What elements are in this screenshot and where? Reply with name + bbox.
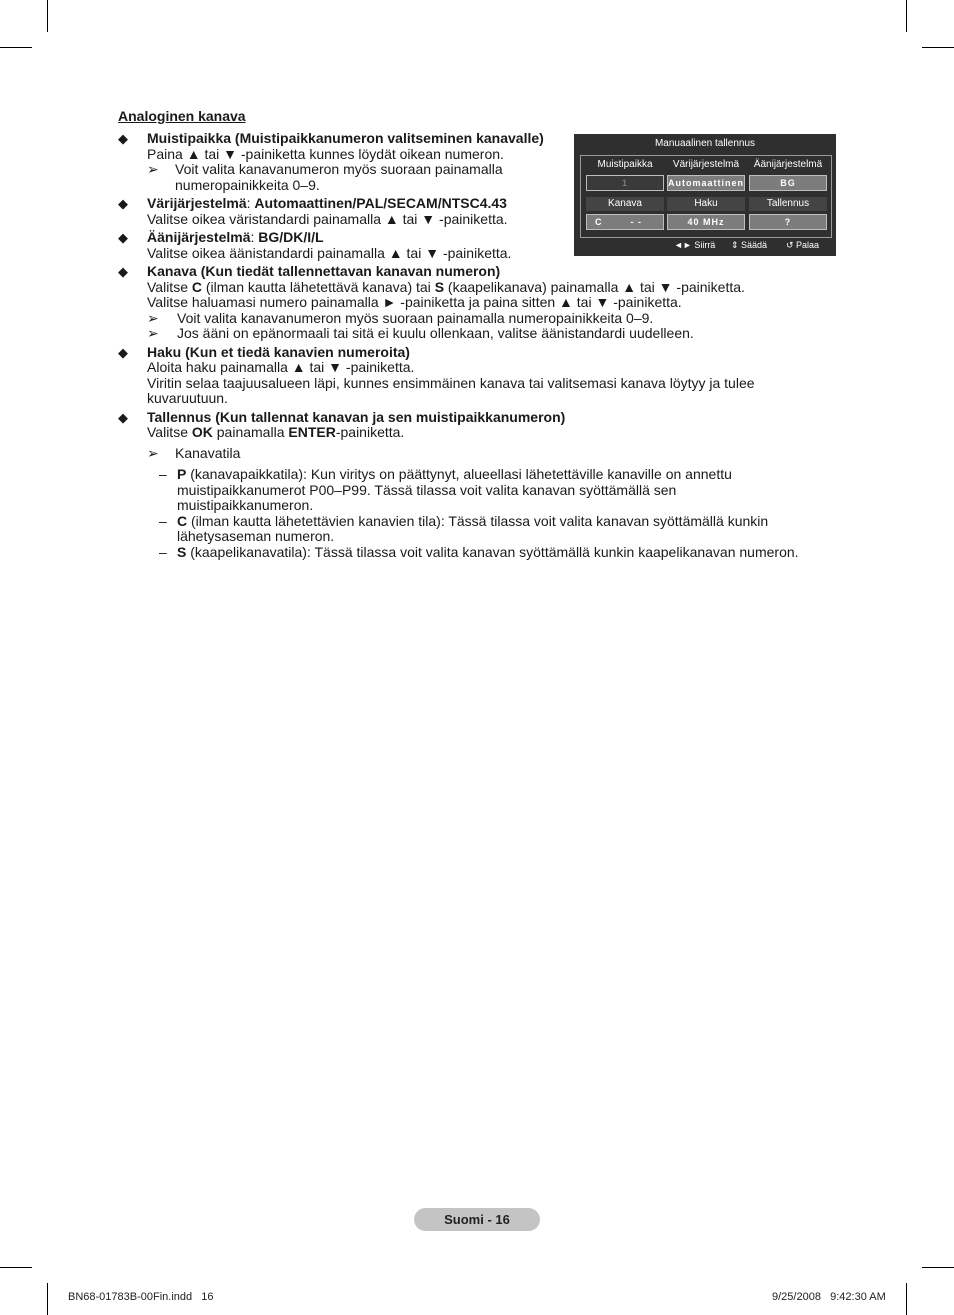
note — [147, 311, 838, 327]
item-text: Viritin selaa taajuusalueen läpi, kunnes ensimmäinen kanava tai valitsemasi kanava löytyy ja tulee kuvaruutuun. — [147, 374, 755, 406]
item-text: Valitse oikea äänistandardi painamalla ▲ tai ▼ -painiketta. — [147, 244, 512, 261]
text-run-bold: S — [434, 278, 445, 295]
osd-value-muistipaikka[interactable]: 1 — [586, 175, 664, 191]
osd-footer-move: ◄► Siirrä — [674, 240, 716, 250]
crop-mark — [47, 0, 48, 32]
osd-value-tallennus[interactable]: ? — [749, 214, 827, 230]
item-text: Valitse oikea väristandardi painamalla ▲ tai ▼ -painiketta. — [147, 210, 508, 227]
osd-value-aanijarjestelma[interactable]: BG — [749, 175, 827, 191]
crop-mark — [906, 0, 907, 32]
file-slug: BN68-01783B-00Fin.indd 16 — [68, 1291, 214, 1303]
osd-footer-back: ↺ Palaa — [786, 240, 820, 250]
mode-text: (ilman kautta lähetettävien kanavien tila): Tässä tilassa voit valita kanavan syöttämällä kunkin lähetysaseman numeron. — [177, 512, 769, 544]
osd-value-varijarjestelma[interactable]: Automaattinen — [667, 175, 745, 191]
crop-mark — [922, 1267, 954, 1268]
mode-item — [147, 514, 837, 545]
text-run-bold: ENTER — [288, 424, 336, 440]
item-title: Haku (Kun et tiedä kanavien numeroita) — [147, 343, 410, 360]
item-separator: : — [246, 195, 255, 211]
list-item — [118, 345, 807, 407]
diamond-bullet-icon: ◆ — [118, 264, 128, 279]
dash-icon: – — [159, 543, 167, 560]
list-item — [118, 410, 838, 561]
text-run: Valitse — [147, 424, 192, 440]
note — [147, 326, 838, 342]
osd-grid — [580, 155, 832, 238]
item-separator: : — [250, 229, 259, 245]
osd-title: Manuaalinen tallennus — [654, 138, 756, 149]
item-title: Kanava (Kun tiedät tallennettavan kanavan numeron) — [147, 263, 501, 279]
item-text — [147, 425, 838, 441]
item-text: Valitse haluamasi numero painamalla ► -painiketta ja paina sitten ▲ tai ▼ -painiketta. — [147, 294, 682, 310]
text-run: (ilman kautta lähetettävä kanava) tai — [202, 278, 435, 295]
note-text: Voit valita kanavanumeron myös suoraan painamalla numeropainikkeita 0–9. — [177, 309, 654, 326]
crop-mark — [47, 1283, 48, 1315]
text-run-bold: OK — [191, 424, 213, 440]
item-title-value: Automaattinen/PAL/SECAM/NTSC4.43 — [254, 195, 507, 211]
diamond-bullet-icon: ◆ — [118, 196, 128, 211]
note — [147, 162, 535, 193]
crop-mark — [906, 1283, 907, 1315]
osd-label-haku: Haku — [667, 197, 745, 211]
note — [147, 446, 838, 462]
text-run: (kaapelikanava) painamalla ▲ tai ▼ -painiketta. — [444, 278, 745, 295]
list-item — [118, 264, 838, 342]
osd-label-kanava: Kanava — [586, 197, 664, 211]
dash-icon: – — [159, 466, 167, 482]
osd-panel — [574, 134, 836, 256]
diamond-bullet-icon: ◆ — [118, 344, 128, 360]
diamond-bullet-icon: ◆ — [118, 131, 128, 146]
item-title-value: BG/DK/I/L — [258, 229, 324, 245]
text-run: Valitse — [147, 278, 192, 295]
diamond-bullet-icon: ◆ — [118, 409, 128, 425]
text-run: -painiketta. — [335, 424, 405, 440]
timestamp-slug: 9/25/2008 9:42:30 AM — [772, 1291, 886, 1303]
osd-value-haku[interactable]: 40 MHz — [667, 214, 745, 230]
note-arrow-icon: ➢ — [147, 161, 159, 177]
crop-mark — [0, 47, 32, 48]
crop-mark — [922, 47, 954, 48]
item-text: Paina ▲ tai ▼ -painiketta kunnes löydät oikean numeron. — [147, 145, 504, 162]
item-title: Muistipaikka (Muistipaikkanumeron valitseminen kanavalle) — [147, 130, 544, 146]
dash-icon: – — [159, 512, 167, 529]
mode-key: C — [177, 512, 188, 529]
item-text — [147, 280, 838, 296]
diamond-bullet-icon: ◆ — [118, 230, 128, 245]
mode-item — [147, 545, 838, 561]
note-arrow-icon: ➢ — [147, 325, 159, 341]
note-arrow-icon: ➢ — [147, 309, 159, 326]
osd-label-varijarjestelma: Värijärjestelmä — [672, 159, 740, 170]
note-text: Kanavatila — [175, 444, 241, 461]
text-run-bold: C — [191, 278, 202, 295]
mode-key: P — [177, 466, 187, 482]
osd-footer-adjust: ⇕ Säädä — [731, 240, 768, 250]
mode-key: S — [177, 543, 187, 560]
crop-mark — [0, 1267, 32, 1268]
item-title: Äänijärjestelmä — [147, 229, 251, 245]
osd-label-tallennus: Tallennus — [749, 197, 827, 211]
osd-label-aanijarjestelma: Äänijärjestelmä — [753, 159, 823, 170]
mode-text: (kaapelikanavatila): Tässä tilassa voit valita kanavan syöttämällä kunkin kaapelikanavan numeron. — [186, 543, 799, 560]
page-number-label: Suomi - 16 — [414, 1208, 540, 1231]
section-heading: Analoginen kanava — [118, 108, 246, 124]
item-text: Aloita haku painamalla ▲ tai ▼ -painiketta. — [147, 359, 415, 375]
mode-text: (kanavapaikkatila): Kun viritys on päättynyt, alueellasi lähetettäville kanaville on annettu muistipaikkanumerot P00–P99. Tässä tilassa voit valita kanavan syöttämällä sen muistipaikkanumeron. — [177, 466, 732, 513]
item-title: Tallennus (Kun tallennat kanavan ja sen muistipaikkanumeron) — [147, 408, 566, 425]
note-text: Jos ääni on epänormaali tai sitä ei kuulu ollenkaan, valitse äänistandardi uudelleen. — [177, 325, 694, 341]
osd-value-kanava[interactable]: C - - — [586, 214, 664, 230]
note-text: Voit valita kanavanumeron myös suoraan painamalla numeropainikkeita 0–9. — [175, 161, 503, 193]
osd-label-muistipaikka: Muistipaikka — [597, 159, 653, 170]
text-run: painamalla — [212, 424, 289, 440]
note-arrow-icon: ➢ — [147, 444, 159, 461]
mode-item — [147, 467, 797, 514]
item-title: Värijärjestelmä — [147, 195, 247, 211]
